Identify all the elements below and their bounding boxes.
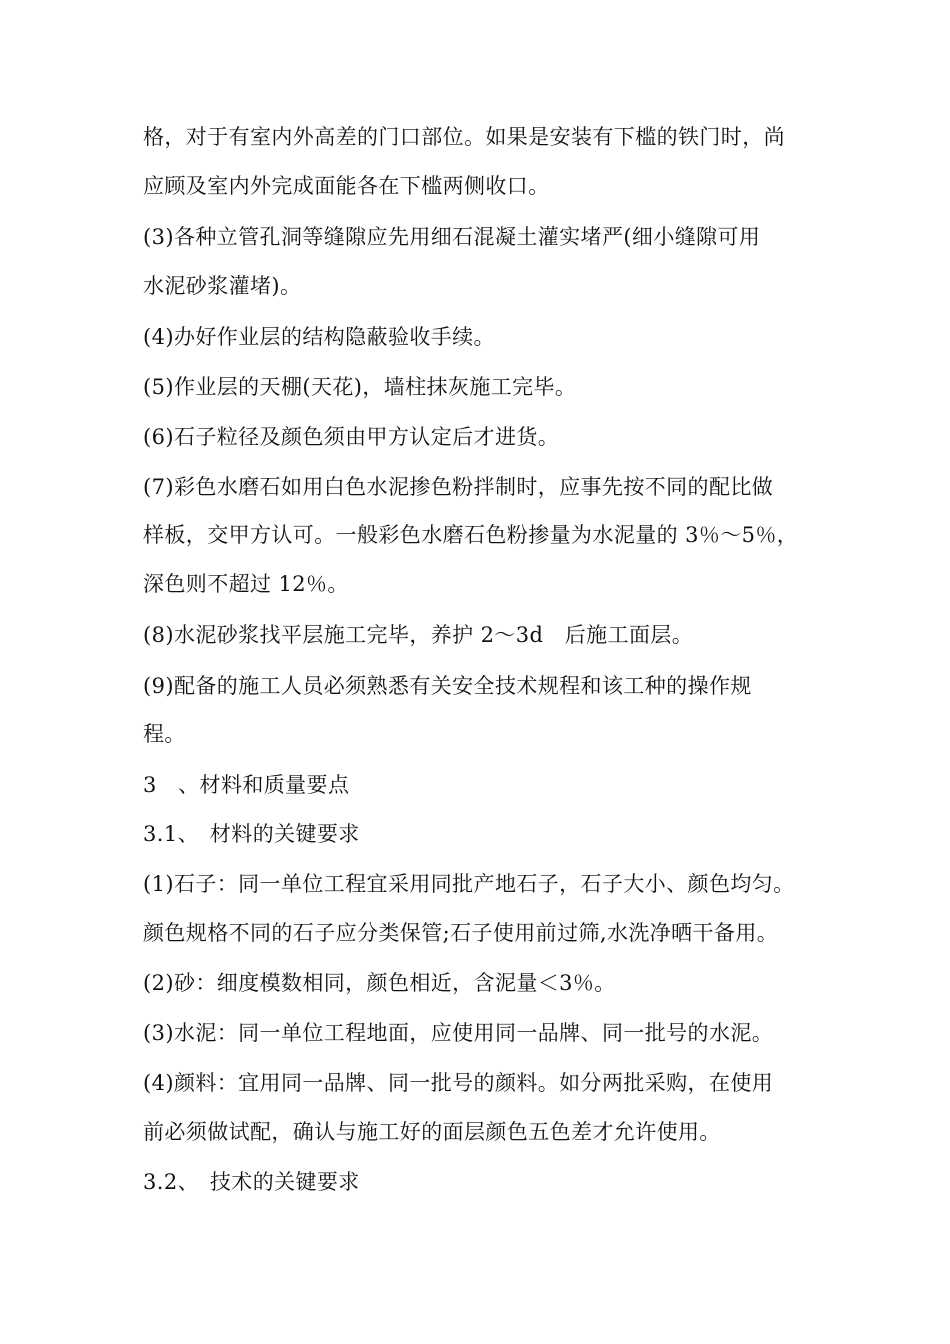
text-line: 深色则不超过 12％。 <box>143 572 349 596</box>
text-line: 颜色规格不同的石子应分类保管;石子使用前过筛,水洗净晒干备用。 <box>143 921 779 945</box>
text-line: 水泥砂浆灌堵)。 <box>143 274 302 298</box>
text-line: (3)各种立管孔洞等缝隙应先用细石混凝土灌实堵严(细小缝隙可用 <box>143 225 761 249</box>
text-line: (6)石子粒径及颜色须由甲方认定后才进货。 <box>143 425 560 449</box>
text-line: 程。 <box>143 722 186 746</box>
text-line: (8)水泥砂浆找平层施工完毕，养护 2～3d 后施工面层。 <box>143 623 694 647</box>
text-line: (3)水泥：同一单位工程地面，应使用同一品牌、同一批号的水泥。 <box>143 1021 774 1045</box>
text-line: 应顾及室内外完成面能各在下槛两侧收口。 <box>143 174 550 198</box>
subsection-heading: 3.1、 材料的关键要求 <box>143 822 360 846</box>
text-line: (4)办好作业层的结构隐蔽验收手续。 <box>143 325 495 349</box>
text-line: 样板，交甲方认可。一般彩色水磨石色粉掺量为水泥量的 3％～5％， <box>143 523 799 547</box>
text-line: (1)石子：同一单位工程宜采用同批产地石子，石子大小、颜色均匀。 <box>143 872 795 896</box>
text-line: (7)彩色水磨石如用白色水泥掺色粉拌制时，应事先按不同的配比做 <box>143 475 774 499</box>
section-heading: 3 、材料和质量要点 <box>143 773 350 797</box>
text-line: 前必须做试配，确认与施工好的面层颜色五色差才允许使用。 <box>143 1120 721 1144</box>
text-line: (9)配备的施工人员必须熟悉有关安全技术规程和该工种的操作规 <box>143 674 752 698</box>
text-line: (5)作业层的天棚(天花)，墙柱抹灰施工完毕。 <box>143 375 577 399</box>
text-line: (2)砂：细度模数相同，颜色相近，含泥量＜3％。 <box>143 971 616 995</box>
text-line: 格，对于有室内外高差的门口部位。如果是安装有下槛的铁门时，尚 <box>143 125 785 149</box>
text-line: (4)颜料：宜用同一品牌、同一批号的颜料。如分两批采购，在使用 <box>143 1071 774 1095</box>
subsection-heading: 3.2、 技术的关键要求 <box>143 1170 360 1194</box>
